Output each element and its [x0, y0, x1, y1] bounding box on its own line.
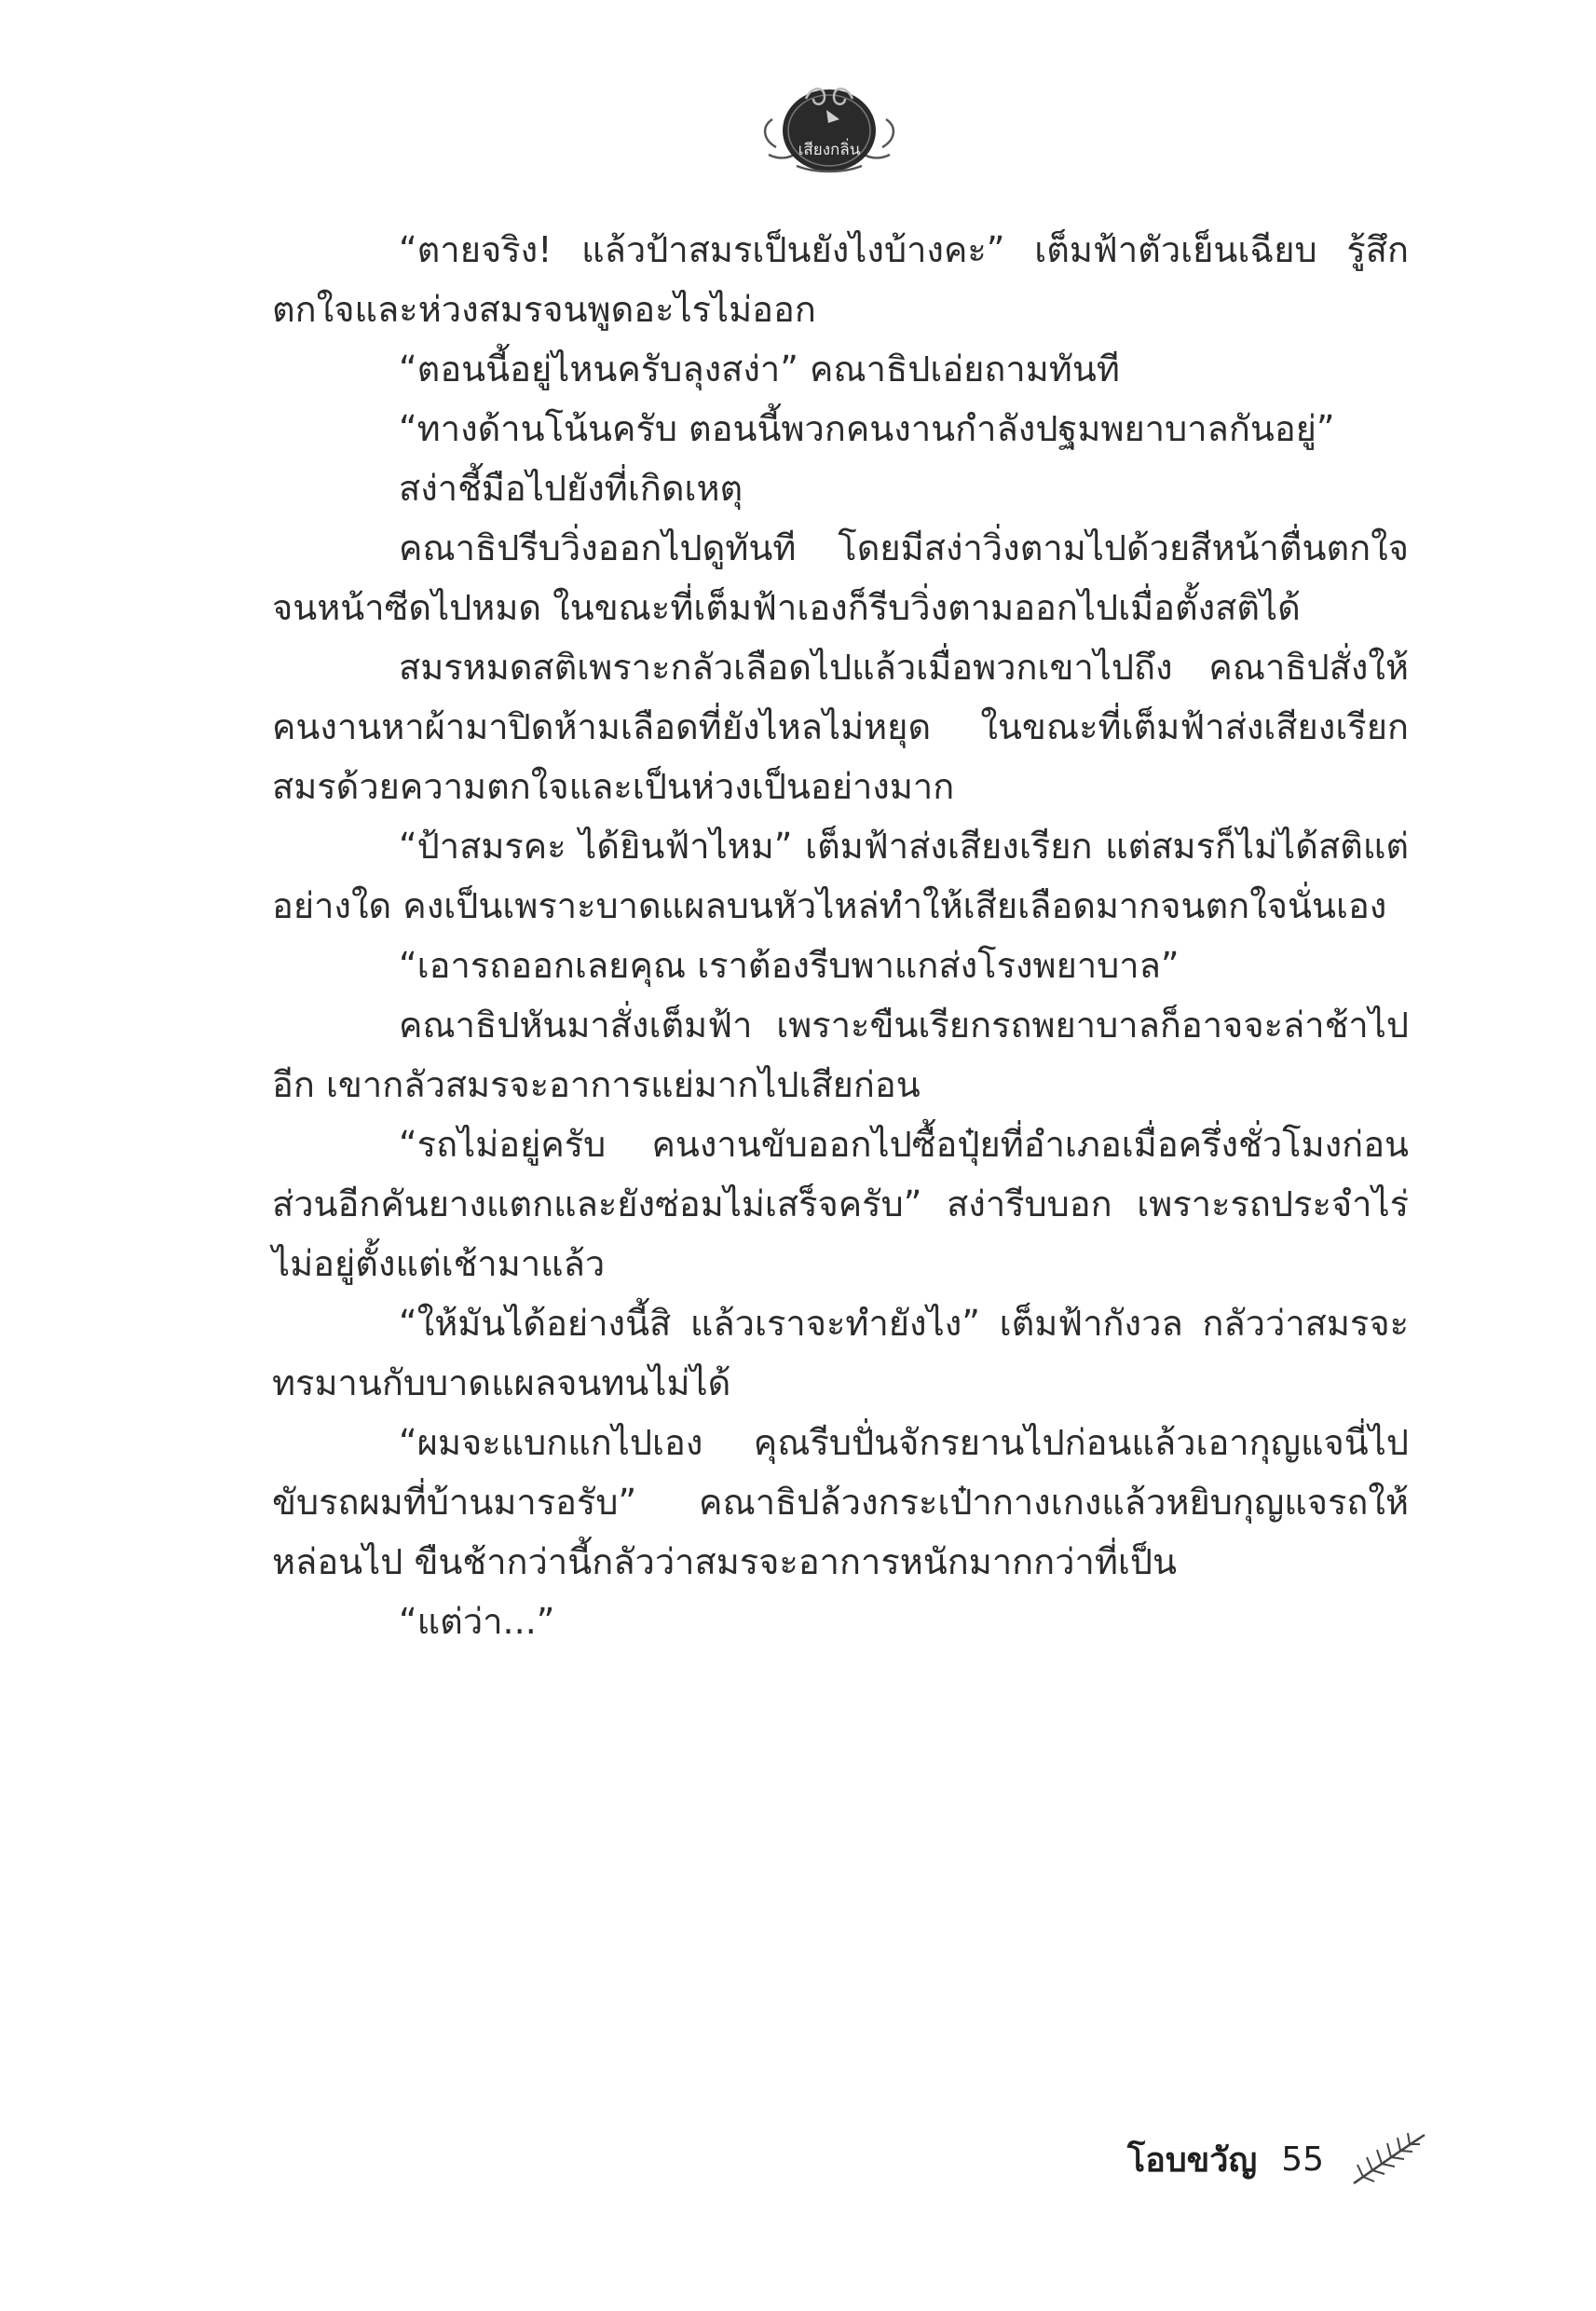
paragraph: “ผมจะแบกแกไปเอง คุณรีบปั่นจักรยานไปก่อนแล้วเอากุญแจนี่ไปขับรถผมที่บ้านมารอรับ” คณาธิปล้วงกระเป๋ากางเกงแล้วหยิบกุญแจรถให้หล่อนไป ขืนช้ากว่านี้กลัวว่าสมรจะอาการหนักมากกว่าที่เป็น	[272, 1422, 1409, 1582]
paragraph: สมรหมดสติเพราะกลัวเลือดไปแล้วเมื่อพวกเขาไปถึง คณาธิปสั่งให้คนงานหาผ้ามาปิดห้ามเลือดที่ยังไหลไม่หยุด ในขณะที่เต็มฟ้าส่งเสียงเรียกสมรด้วยความตกใจและเป็นห่วงเป็นอย่างมาก	[272, 647, 1409, 807]
book-title: โอบขวัญ	[1126, 2140, 1258, 2180]
paragraph: “ป้าสมรคะ ได้ยินฟ้าไหม” เต็มฟ้าส่งเสียงเรียก แต่สมรก็ไม่ได้สติแต่อย่างใด คงเป็นเพราะบาดแผลบนหัวไหล่ทำให้เสียเลือดมากจนตกใจนั่นเอง	[272, 826, 1409, 926]
emblem-text: เสียงกลิ่น	[798, 141, 861, 159]
header-emblem-icon	[759, 62, 899, 183]
paragraph: “ให้มันได้อย่างนี้สิ แล้วเราจะทำยังไง” เต็มฟ้ากังวล กลัวว่าสมรจะทรมานกับบาดแผลจนทนไม่ได้	[272, 1303, 1409, 1403]
paragraph: “ตอนนี้อยู่ไหนครับลุงสง่า” คณาธิปเอ่ยถามทันที	[399, 349, 1120, 390]
paragraph: “แต่ว่า...”	[399, 1601, 555, 1642]
paragraph: สง่าชี้มือไปยังที่เกิดเหตุ	[399, 468, 743, 509]
paragraph: “ทางด้านโน้นครับ ตอนนี้พวกคนงานกำลังปฐมพยาบาลกันอยู่”	[399, 408, 1335, 449]
page-footer	[1127, 2126, 1428, 2192]
paragraph: คณาธิปรีบวิ่งออกไปดูทันที โดยมีสง่าวิ่งตามไปด้วยสีหน้าตื่นตกใจจนหน้าซีดไปหมด ในขณะที่เต็มฟ้าเองก็รีบวิ่งตามออกไปเมื่อตั้งสติได้	[272, 527, 1409, 628]
fern-leaf-icon	[1350, 2129, 1428, 2189]
chapter-body	[272, 220, 1409, 1651]
paragraph: “รถไม่อยู่ครับ คนงานขับออกไปซื้อปุ๋ยที่อำเภอเมื่อครึ่งชั่วโมงก่อน ส่วนอีกคันยางแตกและยังซ่อมไม่เสร็จครับ” สง่ารีบบอก เพราะรถประจำไร่ไม่อยู่ตั้งแต่เช้ามาแล้ว	[272, 1124, 1409, 1284]
page-number: 55	[1281, 2140, 1324, 2179]
paragraph: “เอารถออกเลยคุณ เราต้องรีบพาแกส่งโรงพยาบาล”	[399, 945, 1180, 986]
paragraph: คณาธิปหันมาสั่งเต็มฟ้า เพราะขืนเรียกรถพยาบาลก็อาจจะล่าช้าไปอีก เขากลัวสมรจะอาการแย่มากไปเสียก่อน	[272, 1005, 1409, 1105]
paragraph: “ตายจริง! แล้วป้าสมรเป็นยังไงบ้างคะ” เต็มฟ้าตัวเย็นเฉียบ รู้สึกตกใจและห่วงสมรจนพูดอะไรไม่ออก	[272, 229, 1409, 330]
